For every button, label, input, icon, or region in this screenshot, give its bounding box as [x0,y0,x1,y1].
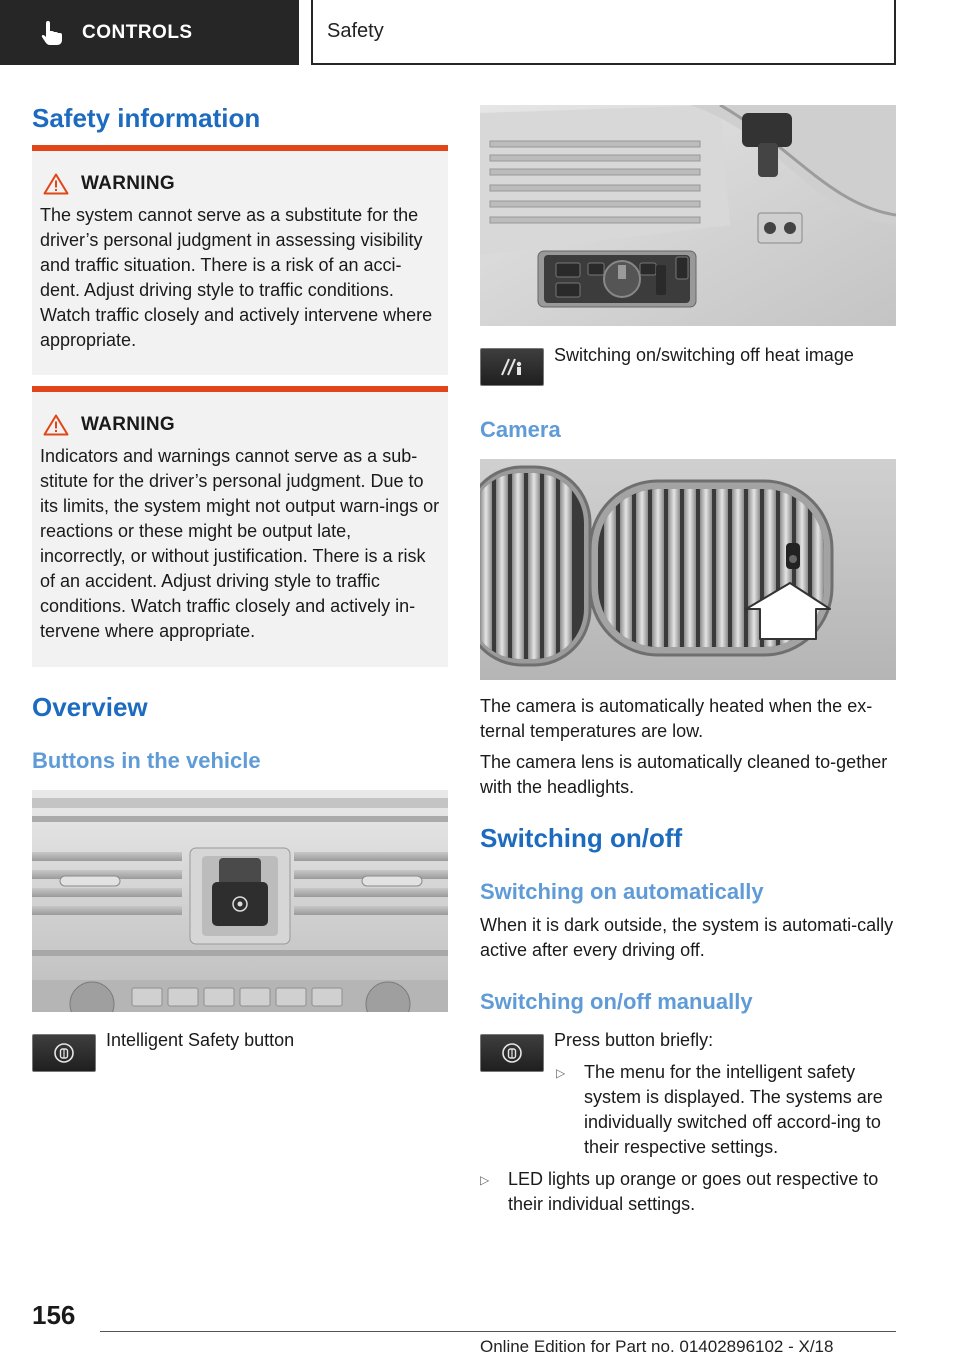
list-item [480,1167,896,1217]
switching-on-automatically-heading: Switching on automatically [480,879,764,904]
press-button-text: Press button briefly: [554,1030,714,1050]
page-number: 156 [32,1300,76,1330]
warning-text: Indicators and warnings cannot serve as a sub-stitute for the driver’s personal judgment. Due to its limits, the system might not output warn-ings or reactions or these might be output late, incorrectly, or without justification. There is a risk of an accident. Adjust driving style to traffic conditions. Watch traffic closely and actively in-tervene where appropriate. [40,446,440,641]
night-vision-symbol-icon [499,357,525,377]
camera-heading: Camera [480,417,561,442]
camera-cleaned-text: The camera lens is automatically cleaned to-gether with the headlights. [480,752,888,797]
switching-on-off-manually-heading: Switching on/off manually [480,989,753,1014]
warning-triangle-icon [43,173,69,195]
press-result-list [556,1060,896,1167]
safety-information-heading: Safety information [32,103,261,133]
edition-footer: Online Edition for Part no. 01402896102 - X/18 [480,1337,834,1356]
list-item-text: The menu for the intelligent safety system is displayed. The systems are individually switched off accord-ing to their respective settings. [584,1062,883,1157]
intelligent-safety-button-icon [32,1034,96,1072]
triangle-bullet-icon: ▷ [556,1066,566,1080]
automatic-text: When it is dark outside, the system is automati-cally active after every driving off. [480,915,894,960]
chapter-tab [311,0,896,65]
list-item-text: LED lights up orange or goes out respective to their individual settings. [508,1169,879,1214]
warning-triangle-icon [43,414,69,436]
overview-heading: Overview [32,692,148,722]
warning-box-1 [32,145,448,375]
hand-pointer-icon [40,20,64,46]
safety-symbol-icon [53,1042,75,1064]
section-label: CONTROLS [82,21,193,43]
chapter-label: Safety [327,20,384,42]
camera-heated-text: The camera is automatically heated when the ex-ternal temperatures are low. [480,696,873,741]
intelligent-safety-button-icon [480,1034,544,1072]
list-item [556,1060,896,1160]
intelligent-safety-caption: Intelligent Safety button [106,1030,295,1050]
section-tab [0,0,299,65]
triangle-bullet-icon: ▷ [480,1173,490,1187]
led-result-list [480,1167,896,1224]
switching-on-off-heading: Switching on/off [480,823,683,853]
camera-grille-illustration [480,459,896,680]
warning-box-2 [32,386,448,667]
headlight-switch-illustration [480,105,896,326]
safety-symbol-icon [501,1042,523,1064]
dashboard-button-illustration [32,790,448,1012]
footer-divider [100,1331,896,1332]
buttons-in-vehicle-heading: Buttons in the vehicle [32,748,261,773]
warning-text: The system cannot serve as a substitute for the driver’s personal judgment in assessing visibility and traffic situation. There is a risk of an acci-dent. Adjust driving style to traffic conditions. Watch traffic closely and actively intervene where appropriate. [40,205,433,350]
warning-label: WARNING [81,414,175,435]
heat-image-button-icon [480,348,544,386]
warning-label: WARNING [81,173,175,194]
heat-image-caption: Switching on/switching off heat image [554,345,854,365]
